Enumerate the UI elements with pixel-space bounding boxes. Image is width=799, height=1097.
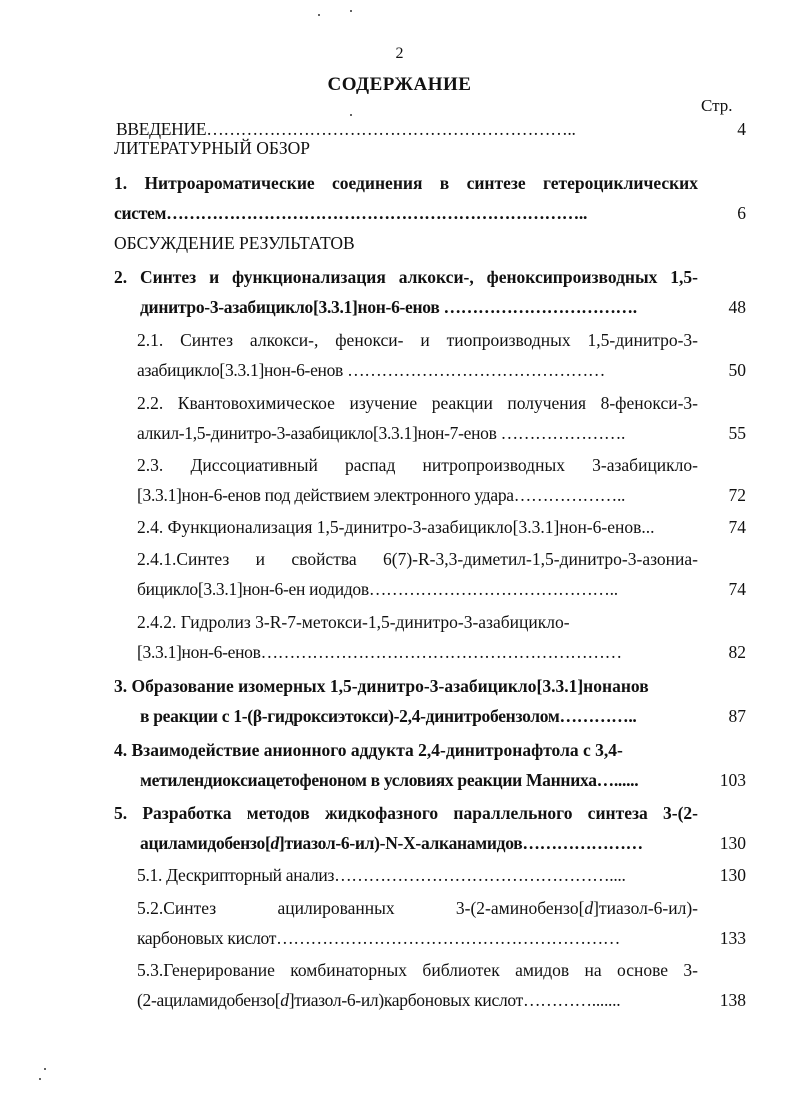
scan-speck — [44, 1068, 46, 1070]
toc-entry-line1: 2.1. Синтез алкокси-, фенокси- и тиопроизводных 1,5-динитро-3- — [137, 330, 698, 350]
toc-title: СОДЕРЖАНИЕ — [327, 74, 472, 95]
toc-entry-text: ВВЕДЕНИЕ……………………………………………………….. — [116, 119, 576, 139]
section-heading-literature-review: ЛИТЕРАТУРНЫЙ ОБЗОР — [114, 138, 311, 158]
toc-entry-line1: 4. Взаимодействие анионного аддукта 2,4-динитронафтола с 3,4- — [114, 740, 623, 760]
toc-entry-page: 48 — [728, 297, 746, 317]
toc-entry-line2: метилендиоксиацетофеноном в условиях реакции Манниха…...... — [140, 770, 639, 790]
toc-entry-line2-part: ]тиазол-6-ил)карбоновых кислот…………....... — [288, 990, 621, 1010]
toc-entry-line2: систем……………………………………………………………….. — [114, 203, 588, 223]
toc-entry-page: 82 — [728, 642, 746, 662]
toc-entry-page: 50 — [728, 360, 746, 380]
toc-entry-line1: 2. Синтез и функционализация алкокси-, феноксипроизводных 1,5- — [114, 267, 698, 287]
toc-entry-line1: 2.4.1.Синтез и свойства 6(7)-R-3,3-диметил-1,5-динитро-3-азониа- — [137, 549, 698, 569]
toc-entry-line1-italic: d — [584, 898, 594, 918]
toc-entry-line2: азабицикло[3.3.1]нон-6-енов ……………………………………… — [137, 360, 606, 380]
toc-entry-line1: 2.4. Функционализация 1,5-динитро-3-азабицикло[3.3.1]нон-6-енов... — [137, 517, 655, 537]
toc-entry-page: 138 — [719, 990, 746, 1010]
toc-entry-line1: 2.2. Квантовохимическое изучение реакции получения 8-фенокси-3- — [137, 393, 698, 413]
toc-entry-line2: бицикло[3.3.1]нон-6-ен иодидов…………………………………….. — [137, 579, 618, 599]
toc-entry-line2: [3.3.1]нон-6-енов под действием электронного удара……………….. — [137, 485, 626, 505]
toc-entry-line2-part: (2-ациламидобензо[ — [137, 990, 281, 1010]
section-heading-results: ОБСУЖДЕНИЕ РЕЗУЛЬТАТОВ — [114, 233, 355, 253]
toc-entry-page: 74 — [728, 579, 746, 599]
toc-entry-line1: 5.1. Дескрипторный анализ………………………………………….... — [137, 865, 626, 885]
toc-entry-line2-part: ациламидобензо[ — [140, 833, 271, 853]
toc-entry-line2 — [140, 831, 643, 855]
toc-entry-line1: 1. Нитроароматические соединения в синтезе гетероциклических — [114, 173, 698, 193]
toc-entry-page: 103 — [719, 770, 746, 790]
toc-entry-line1: 2.4.2. Гидролиз 3-R-7-метокси-1,5-динитро-3-азабицикло- — [137, 612, 570, 632]
toc-entry-page: 6 — [737, 203, 746, 223]
toc-entry-line2: карбоновых кислот…………………………………………………… — [137, 928, 621, 948]
toc-entry-line1: 5.3.Генерирование комбинаторных библиотек амидов на основе 3- — [137, 960, 698, 980]
toc-entry-line2-italic: d — [280, 990, 289, 1010]
toc-entry-line1: 2.3. Диссоциативный распад нитропроизводных 3-азабицикло- — [137, 455, 698, 475]
toc-entry-line2: [3.3.1]нон-6-енов……………………………………………………… — [137, 642, 622, 662]
toc-entry-line2 — [137, 988, 620, 1012]
toc-entry-line2-italic: d — [270, 833, 279, 853]
toc-entry-line1 — [137, 896, 698, 920]
toc-entry-page: 133 — [719, 928, 746, 948]
toc-entry-line2: динитро-3-азабицикло[3.3.1]нон-6-енов ……………………………. — [140, 297, 637, 317]
toc-entry-page: 130 — [719, 865, 746, 885]
toc-entry-page: 87 — [728, 706, 746, 726]
toc-entry-page: 74 — [728, 517, 746, 537]
toc-entry-page: 130 — [719, 833, 746, 853]
toc-entry-line2-part: ]тиазол-6-ил)-N-X-алканамидов………………… — [278, 833, 643, 853]
toc-entry-line1: 5. Разработка методов жидкофазного параллельного синтеза 3-(2- — [114, 803, 698, 823]
toc-entry-line1-part: ]тиазол-6-ил)- — [593, 898, 698, 918]
scan-speck — [318, 14, 320, 16]
scan-speck — [39, 1078, 41, 1080]
toc-entry-line1-part: 5.2.Синтез ацилированных 3-(2-аминобензо[ — [137, 898, 585, 918]
toc-entry-line2: в реакции с 1-(β-гидроксиэтокси)-2,4-динитробензолом………….. — [140, 706, 637, 726]
toc-entry-line1: 3. Образование изомерных 1,5-динитро-3-азабицикло[3.3.1]нонанов — [114, 676, 649, 696]
toc-entry-page: 72 — [728, 485, 746, 505]
page-column-header: Стр. — [701, 96, 733, 115]
page-number: 2 — [395, 45, 404, 62]
scan-speck — [350, 10, 352, 12]
toc-entry-line2: алкил-1,5-динитро-3-азабицикло[3.3.1]нон-7-енов …………………. — [137, 423, 626, 443]
scan-speck — [350, 114, 352, 116]
toc-entry-page: 55 — [728, 423, 746, 443]
toc-entry-page: 4 — [737, 119, 746, 139]
